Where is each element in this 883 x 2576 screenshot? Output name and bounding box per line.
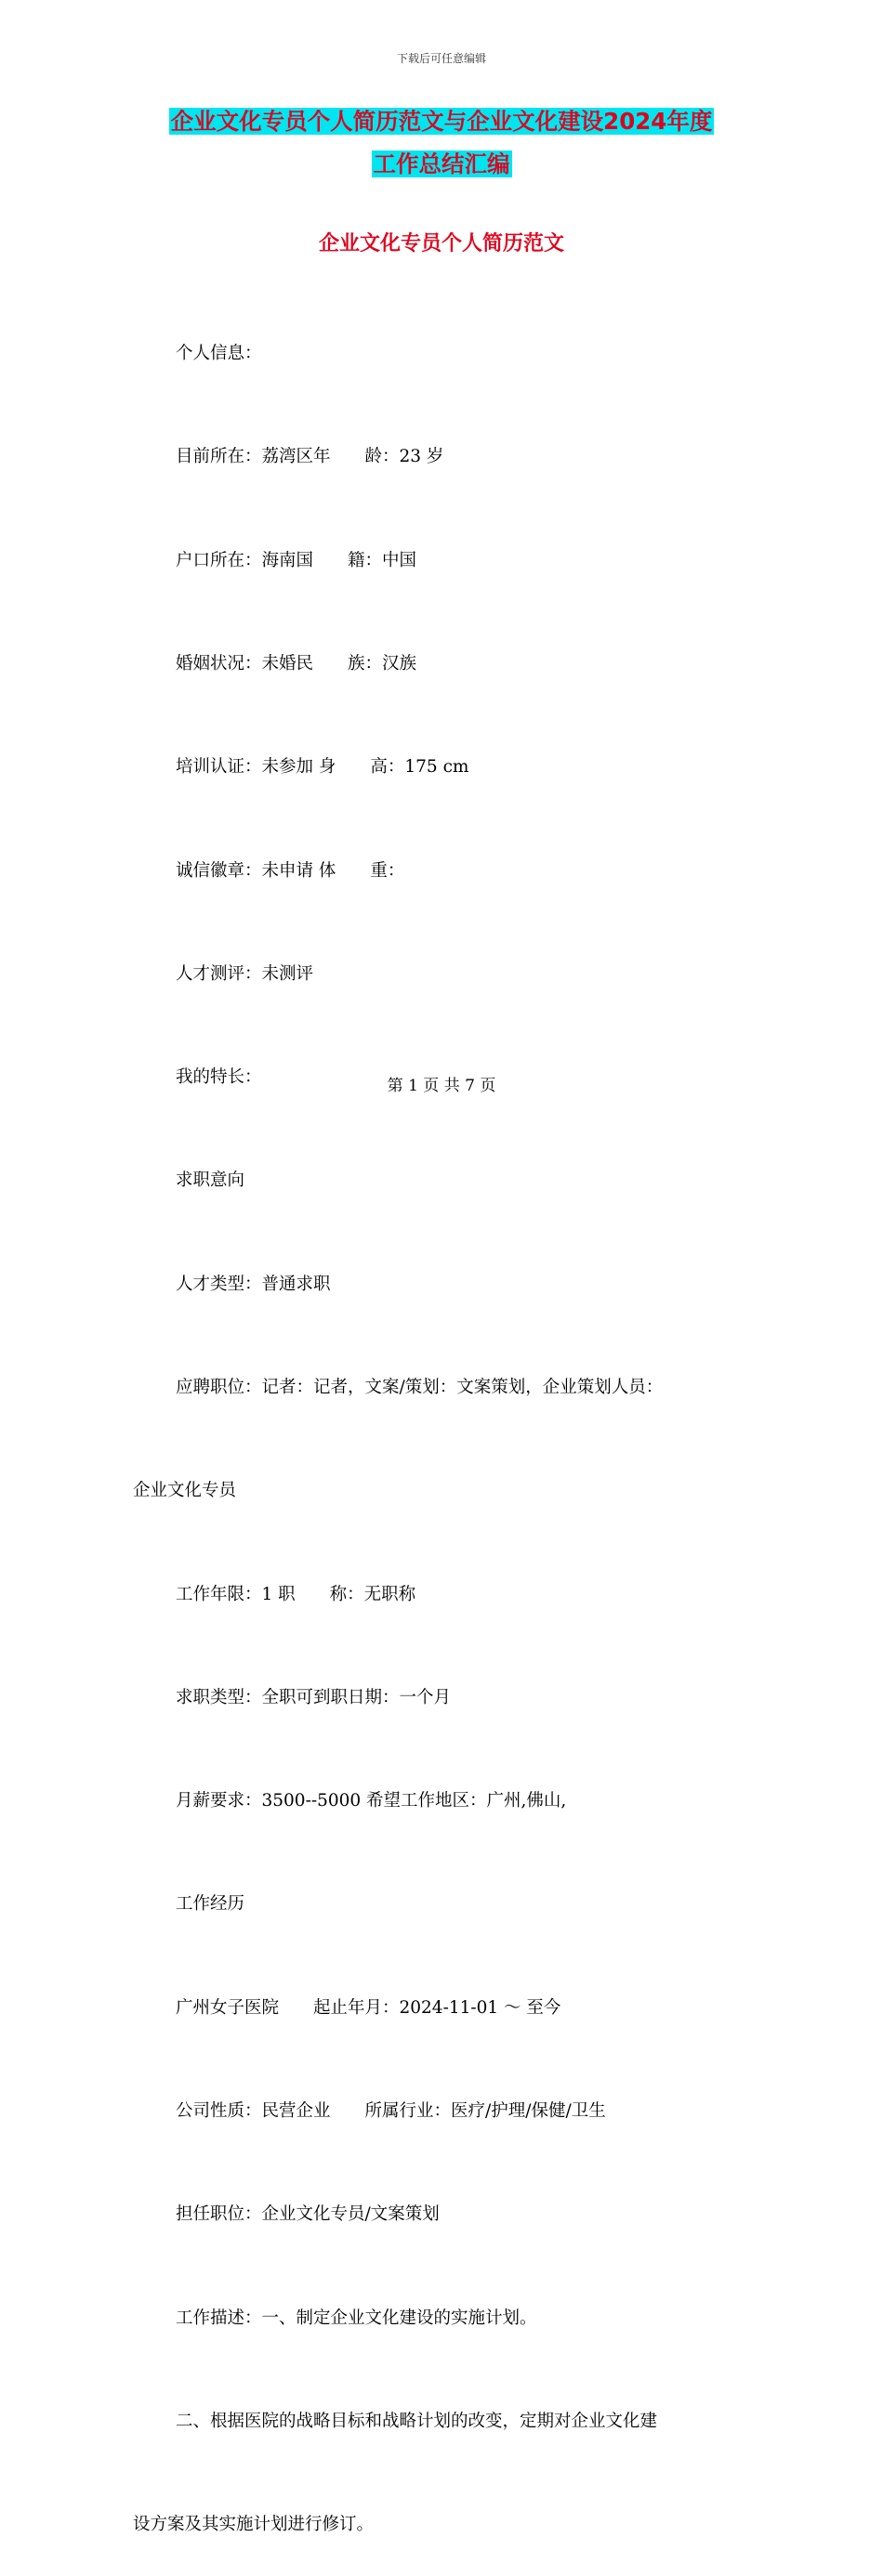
line-salary: 月薪要求：3500--5000 希望工作地区：广州,佛山, [176,1791,567,1811]
document-title [0,100,883,186]
line-work-experience: 工作经历 [176,1894,245,1915]
line-description-2: 二、根据医院的战略目标和战略计划的改变，定期对企业文化建 [176,2411,658,2431]
title-line-2: 工作总结汇编 [373,150,510,177]
page-footer: 第 1 页 共 7 页 [387,1077,496,1095]
line-specialty: 我的特长： [176,1067,262,1088]
line-description-1: 工作描述：一、制定企业文化建设的实施计划。 [176,2308,537,2328]
title-line-1: 企业文化专员个人简历范文与企业文化建设2024年度 [170,108,713,135]
line-location-age: 目前所在：荔湾区年 龄：23 岁 [176,447,444,467]
line-role: 担任职位：企业文化专员/文案策划 [176,2204,440,2225]
line-employer: 广州女子医院 起止年月：2024-11-01 ～ 至今 [176,1997,561,2018]
section-title: 企业文化专员个人简历范文 [318,232,564,255]
line-marital-ethnicity: 婚姻状况：未婚民 族：汉族 [176,654,417,674]
line-talent-type: 人才类型：普通求职 [176,1274,331,1294]
resume-body [133,268,765,2576]
line-position-applied-cont: 企业文化专员 [133,1481,237,1501]
line-personal-info: 个人信息： [176,344,262,364]
line-work-years: 工作年限：1 职 称：无职称 [176,1584,416,1604]
line-training-height: 培训认证：未参加 身 高：175 cm [176,757,469,778]
line-job-intention: 求职意向 [176,1170,245,1191]
line-company-nature: 公司性质：民营企业 所属行业：医疗/护理/保健/卫生 [176,2100,606,2121]
line-hukou-nationality: 户口所在：海南国 籍：中国 [176,550,417,570]
line-assessment: 人才测评：未测评 [176,963,314,984]
header-note: 下载后可任意编辑 [396,52,486,65]
line-description-2-cont: 设方案及其实施计划进行修订。 [133,2515,375,2535]
line-badge-weight: 诚信徽章：未申请 体 重： [176,860,405,881]
line-job-type: 求职类型：全职可到职日期：一个月 [176,1687,452,1707]
line-position-applied: 应聘职位：记者：记者，文案/策划：文案策划，企业策划人员： [176,1378,664,1397]
